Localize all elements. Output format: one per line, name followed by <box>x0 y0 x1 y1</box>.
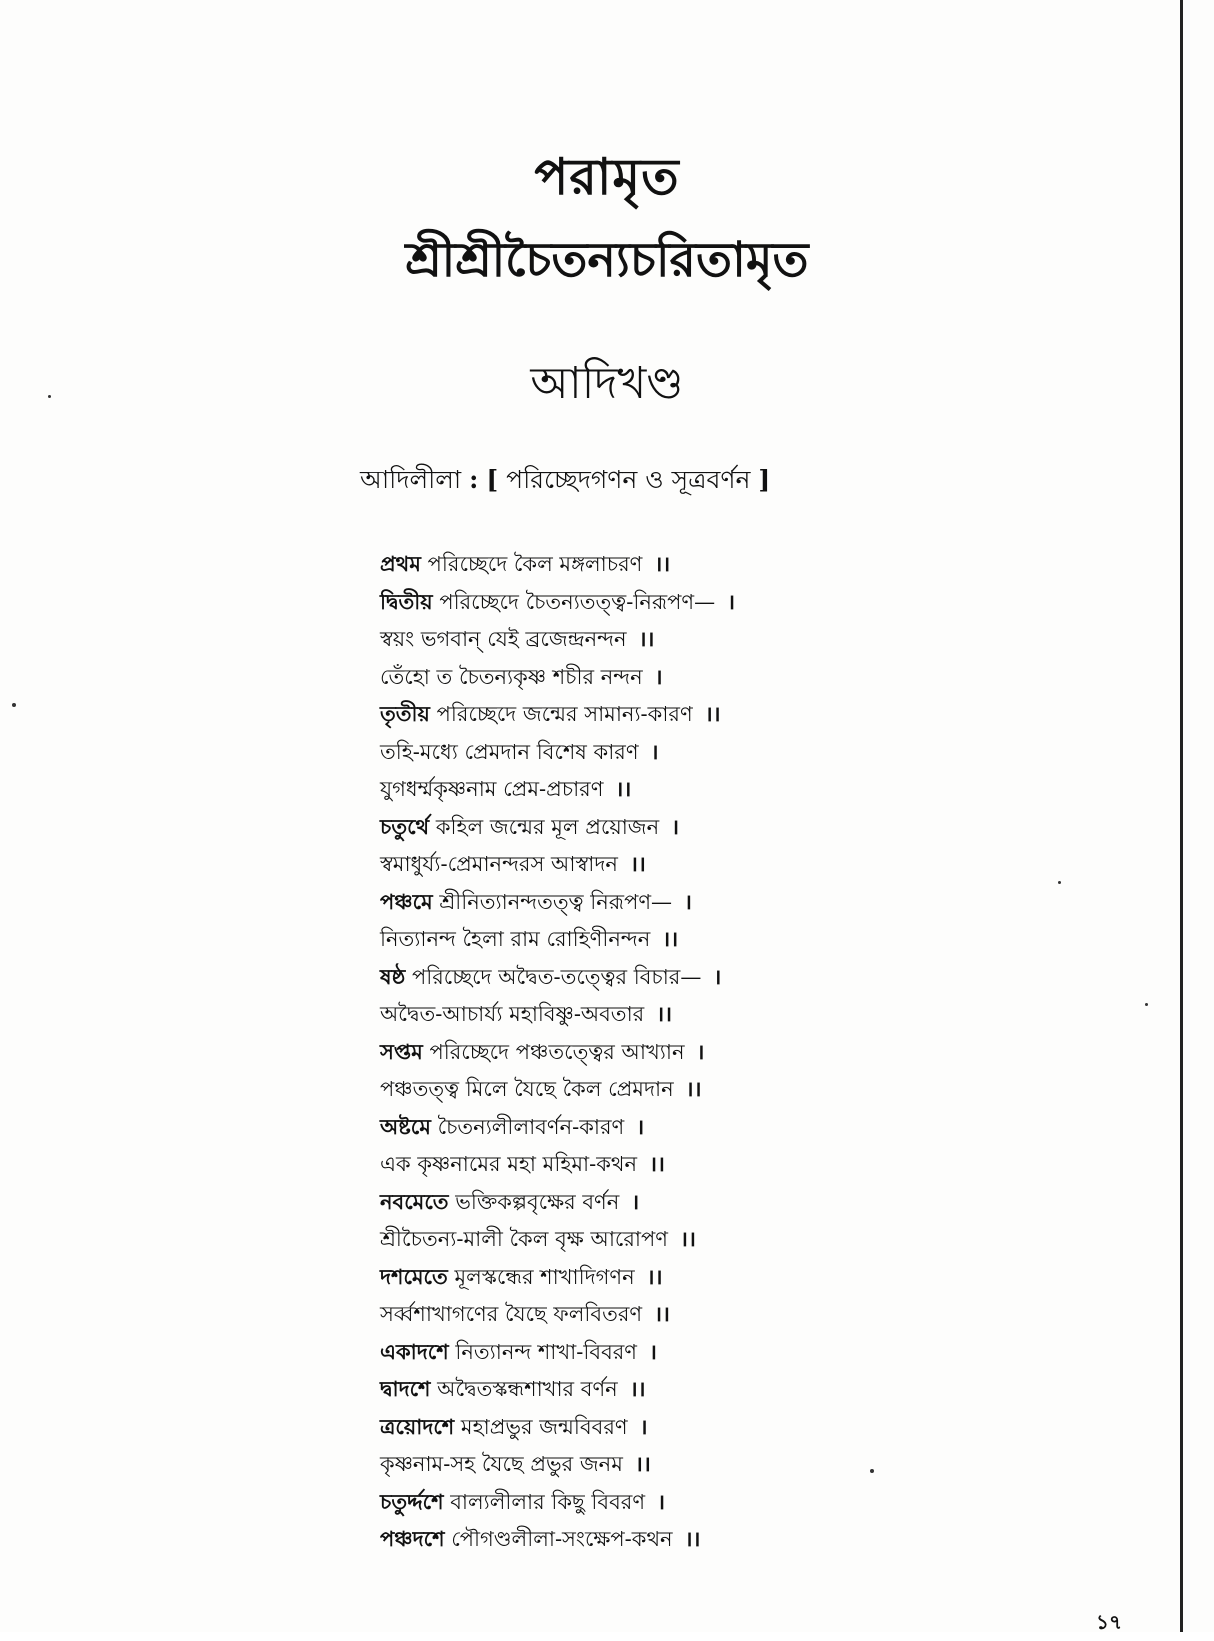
verse-text: তেঁহো ত চৈতন্যকৃষ্ণ শচীর নন্দন <box>380 664 643 689</box>
verse-lead-word: চতুর্থে <box>380 813 430 839</box>
verse-text: অদ্বৈত-আচার্য্য মহাবিষ্ণু-অবতার <box>380 1002 645 1026</box>
verse-lead-word: অষ্টমে <box>380 1113 431 1139</box>
verse-danda: । <box>696 1038 705 1064</box>
verse-text: তহি-মধ্যে প্রেমদান বিশেষ কারণ <box>380 739 639 764</box>
verse-line <box>380 770 735 808</box>
verse-danda: ।। <box>649 1151 665 1176</box>
verse-text: স্বমাধুর্য্য-প্রেমানন্দরস আস্বাদন <box>380 852 618 876</box>
section-heading <box>360 460 770 503</box>
verse-line <box>380 695 735 733</box>
verse-danda: । <box>649 1338 657 1364</box>
verse-text: নিত্যানন্দ শাখা-বিবরণ <box>455 1339 638 1364</box>
scan-speck <box>48 395 51 398</box>
verse-line <box>380 1183 735 1221</box>
verse-line <box>380 583 735 621</box>
verse-lead-word: দ্বিতীয় <box>380 588 433 614</box>
verse-danda: ।। <box>654 1301 670 1326</box>
verse-text: নিত্যানন্দ হৈলা রাম রোহিণীনন্দন <box>380 927 651 951</box>
verse-text: পরিচ্ছেদে জন্মের সামান্য-কারণ <box>436 702 693 726</box>
verse-text: যুগধর্ম্মকৃষ্ণনাম প্রেম-প্রচারণ <box>380 777 604 801</box>
verse-text: স্বয়ং ভগবান্ যেই ব্রজেন্দ্রনন্দন <box>380 627 627 651</box>
book-title: পরামৃত <box>534 147 680 206</box>
verse-lead-word: পঞ্চমে <box>380 888 433 914</box>
verse-danda: । <box>657 1488 666 1514</box>
verse-text: এক কৃষ্ণনামের মহা মহিমা-কথন <box>380 1152 638 1176</box>
verse-danda: । <box>654 663 663 689</box>
verse-danda: ।। <box>679 1226 696 1251</box>
verse-list <box>380 545 735 1558</box>
verse-text: মহাপ্রভুর জন্মবিবরণ <box>460 1414 628 1439</box>
verse-danda: ।। <box>634 1451 651 1476</box>
verse-lead-word: সপ্তম <box>380 1038 423 1064</box>
verse-line <box>380 808 735 846</box>
scan-speck <box>1145 1003 1148 1006</box>
verse-text: পরিচ্ছেদে পঞ্চতত্ত্বের আখ্যান <box>429 1039 685 1064</box>
verse-line <box>380 733 735 771</box>
verse-text: পরিচ্ছেদে চৈতন্যতত্ত্ব-নিরূপণ— <box>439 589 716 614</box>
scan-speck <box>1058 881 1061 884</box>
verse-danda: ।। <box>684 1526 701 1551</box>
verse-lead-word: দশমেতে <box>380 1263 448 1289</box>
verse-line <box>380 1033 735 1071</box>
verse-lead-word: তৃতীয় <box>380 701 430 726</box>
verse-line <box>380 1520 735 1558</box>
verse-line <box>380 658 735 696</box>
verse-danda: ।। <box>654 551 671 576</box>
verse-line <box>380 1370 735 1408</box>
verse-danda: । <box>639 1413 648 1439</box>
verse-lead-word: পঞ্চদশে <box>380 1526 445 1551</box>
verse-text: চৈতন্যলীলাবর্ণন-কারণ <box>437 1114 625 1139</box>
verse-line <box>380 545 735 583</box>
verse-line <box>380 1258 735 1296</box>
bracket-open: [ <box>486 465 499 494</box>
verse-text: পরিচ্ছেদে অদ্বৈত-তত্ত্বের বিচার— <box>411 964 702 989</box>
verse-danda: । <box>671 813 680 839</box>
verse-line <box>380 1483 735 1521</box>
khanda-heading: আদিখণ্ড <box>530 358 684 409</box>
book-subtitle: শ্রীশ্রীচৈতন্যচরিতামৃত <box>405 232 809 288</box>
verse-danda: ।। <box>615 776 632 801</box>
verse-danda: । <box>684 888 692 914</box>
verse-text: পৌগণ্ডলীলা-সংক্ষেপ-কথন <box>451 1527 673 1551</box>
verse-text: সর্ব্বশাখাগণের যৈছে ফলবিতরণ <box>380 1302 643 1326</box>
verse-danda: ।। <box>629 851 646 876</box>
verse-line <box>380 1145 735 1183</box>
verse-text: অদ্বৈতস্কন্ধশাখার বর্ণন <box>437 1377 618 1401</box>
verse-line <box>380 958 735 996</box>
verse-lead-word: দ্বাদশে <box>380 1376 431 1401</box>
verse-line <box>380 1220 735 1258</box>
verse-line <box>380 1108 735 1146</box>
verse-lead-word: একাদশে <box>380 1338 449 1364</box>
bracket-close: ] <box>758 465 771 494</box>
verse-lead-word: প্রথম <box>380 551 421 576</box>
verse-text: পরিচ্ছেদে কৈল মঙ্গলাচরণ <box>427 552 643 576</box>
section-colon: : <box>469 465 479 494</box>
verse-line <box>380 620 735 658</box>
verse-line <box>380 1070 735 1108</box>
verse-danda: ।। <box>646 1263 663 1289</box>
verse-text: কহিল জন্মের মূল প্রয়োজন <box>435 814 660 839</box>
verse-danda: । <box>727 588 736 614</box>
verse-text: বাল্যলীলার কিছু বিবরণ <box>450 1489 646 1514</box>
verse-line <box>380 1295 735 1333</box>
verse-line <box>380 1408 735 1446</box>
verse-lead-word: চতুর্দ্দশে <box>380 1488 444 1514</box>
verse-line <box>380 1445 735 1483</box>
verse-danda: ।। <box>638 626 655 651</box>
verse-text: শ্রীচৈতন্য-মালী কৈল বৃক্ষ আরোপণ <box>380 1227 668 1251</box>
section-label: আদিলীলা <box>360 465 462 494</box>
verse-danda: । <box>650 738 659 764</box>
verse-line <box>380 995 735 1033</box>
verse-danda: ।। <box>662 926 679 951</box>
verse-danda: ।। <box>685 1076 702 1101</box>
verse-danda: ।। <box>629 1376 646 1401</box>
section-title: পরিচ্ছেদগণন ও সূত্রবর্ণন <box>506 465 751 494</box>
verse-text: ভক্তিকল্পবৃক্ষের বর্ণন <box>455 1189 620 1214</box>
page-number: ১৭ <box>1096 1610 1122 1634</box>
verse-lead-word: ত্রয়োদশে <box>380 1413 455 1439</box>
verse-danda: । <box>636 1113 645 1139</box>
scan-speck <box>870 1469 874 1473</box>
verse-line <box>380 845 735 883</box>
verse-danda: ।। <box>656 1001 673 1026</box>
verse-text: পঞ্চতত্ত্ব মিলে যৈছে কৈল প্রেমদান <box>380 1077 674 1101</box>
verse-danda: । <box>631 1188 640 1214</box>
verse-text: কৃষ্ণনাম-সহ যৈছে প্রভুর জনম <box>380 1452 623 1476</box>
verse-danda: । <box>713 963 722 989</box>
verse-line <box>380 920 735 958</box>
verse-line <box>380 883 735 921</box>
verse-line <box>380 1333 735 1371</box>
verse-text: মূলস্কন্ধের শাখাদিগণন <box>454 1264 635 1289</box>
verse-text: শ্রীনিত্যানন্দতত্ত্ব নিরূপণ— <box>439 889 673 914</box>
verse-danda: ।। <box>704 701 721 726</box>
verse-lead-word: ষষ্ঠ <box>380 963 406 989</box>
scan-speck <box>12 703 16 707</box>
verse-lead-word: নবমেতে <box>380 1188 449 1214</box>
